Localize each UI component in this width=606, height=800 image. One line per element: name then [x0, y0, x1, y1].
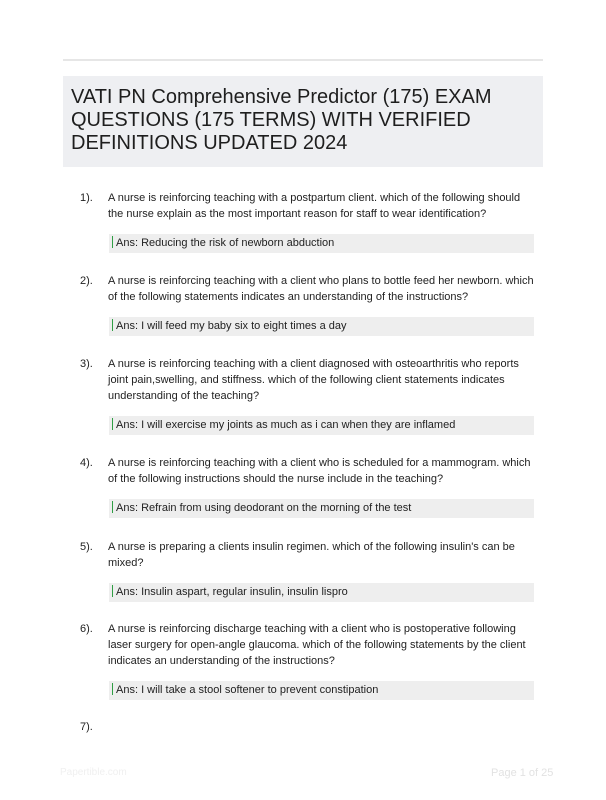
question-number: 3). — [80, 358, 93, 370]
answer-text: Ans: I will exercise my joints as much as i can when they are inflamed — [116, 419, 456, 431]
question-number: 2). — [80, 275, 93, 287]
question-number: 5). — [80, 541, 93, 553]
question-text: A nurse is preparing a clients insulin regimen. which of the following insulin's can be mixed? — [108, 541, 515, 569]
answer-marker — [112, 236, 113, 248]
question-number: 7). — [80, 721, 93, 733]
question-item — [80, 455, 540, 518]
question-item — [80, 356, 540, 435]
question-item — [80, 190, 540, 253]
question-text: A nurse is reinforcing teaching with a client who is scheduled for a mammogram. which of the following instructions should the nurse include in the teaching? — [108, 457, 531, 485]
question-text: A nurse is reinforcing teaching with a client diagnosed with osteoarthritis who reports joint pain,swelling, and stiffness. which of the following client statements indicates understanding of the teaching? — [108, 358, 519, 402]
question-text: A nurse is reinforcing teaching with a client who plans to bottle feed her newborn. which of the following statements indicates an understanding of the instructions? — [108, 275, 534, 303]
answer-text: Ans: I will take a stool softener to prevent constipation — [116, 684, 379, 696]
answer-box — [109, 583, 534, 602]
answer-text: Ans: I will feed my baby six to eight times a day — [116, 320, 347, 332]
page-number: Page 1 of 25 — [491, 767, 554, 779]
answer-marker — [112, 683, 113, 695]
footer-site: Papertible.com — [60, 767, 127, 778]
question-number: 6). — [80, 623, 93, 635]
question-number: 1). — [80, 192, 93, 204]
answer-box — [109, 234, 534, 253]
answer-box — [109, 499, 534, 518]
question-text: A nurse is reinforcing discharge teaching with a client who is postoperative following laser surgery for open-angle glaucoma. which of the following statements by the client indicates an understanding of the instructions? — [108, 623, 526, 667]
answer-box — [109, 681, 534, 700]
answer-marker — [112, 585, 113, 597]
question-number: 4). — [80, 457, 93, 469]
question-item — [80, 539, 540, 602]
answer-box — [109, 317, 534, 336]
answer-text: Ans: Insulin aspart, regular insulin, insulin lispro — [116, 586, 348, 598]
answer-marker — [112, 319, 113, 331]
question-text: A nurse is reinforcing teaching with a postpartum client. which of the following should the nurse explain as the most important reason for staff to wear identification? — [108, 192, 521, 220]
top-divider — [63, 59, 543, 61]
question-item — [80, 621, 540, 700]
answer-marker — [112, 418, 113, 430]
title-banner — [63, 76, 543, 167]
answer-text: Ans: Refrain from using deodorant on the morning of the test — [116, 502, 412, 514]
answer-box — [109, 416, 534, 435]
answer-marker — [112, 501, 113, 513]
question-item — [80, 273, 540, 336]
document-title: VATI PN Comprehensive Predictor (175) EXAM QUESTIONS (175 TERMS) WITH VERIFIED DEFINITIONS UPDATED 2024 — [71, 86, 492, 154]
answer-text: Ans: Reducing the risk of newborn abduction — [116, 237, 335, 249]
